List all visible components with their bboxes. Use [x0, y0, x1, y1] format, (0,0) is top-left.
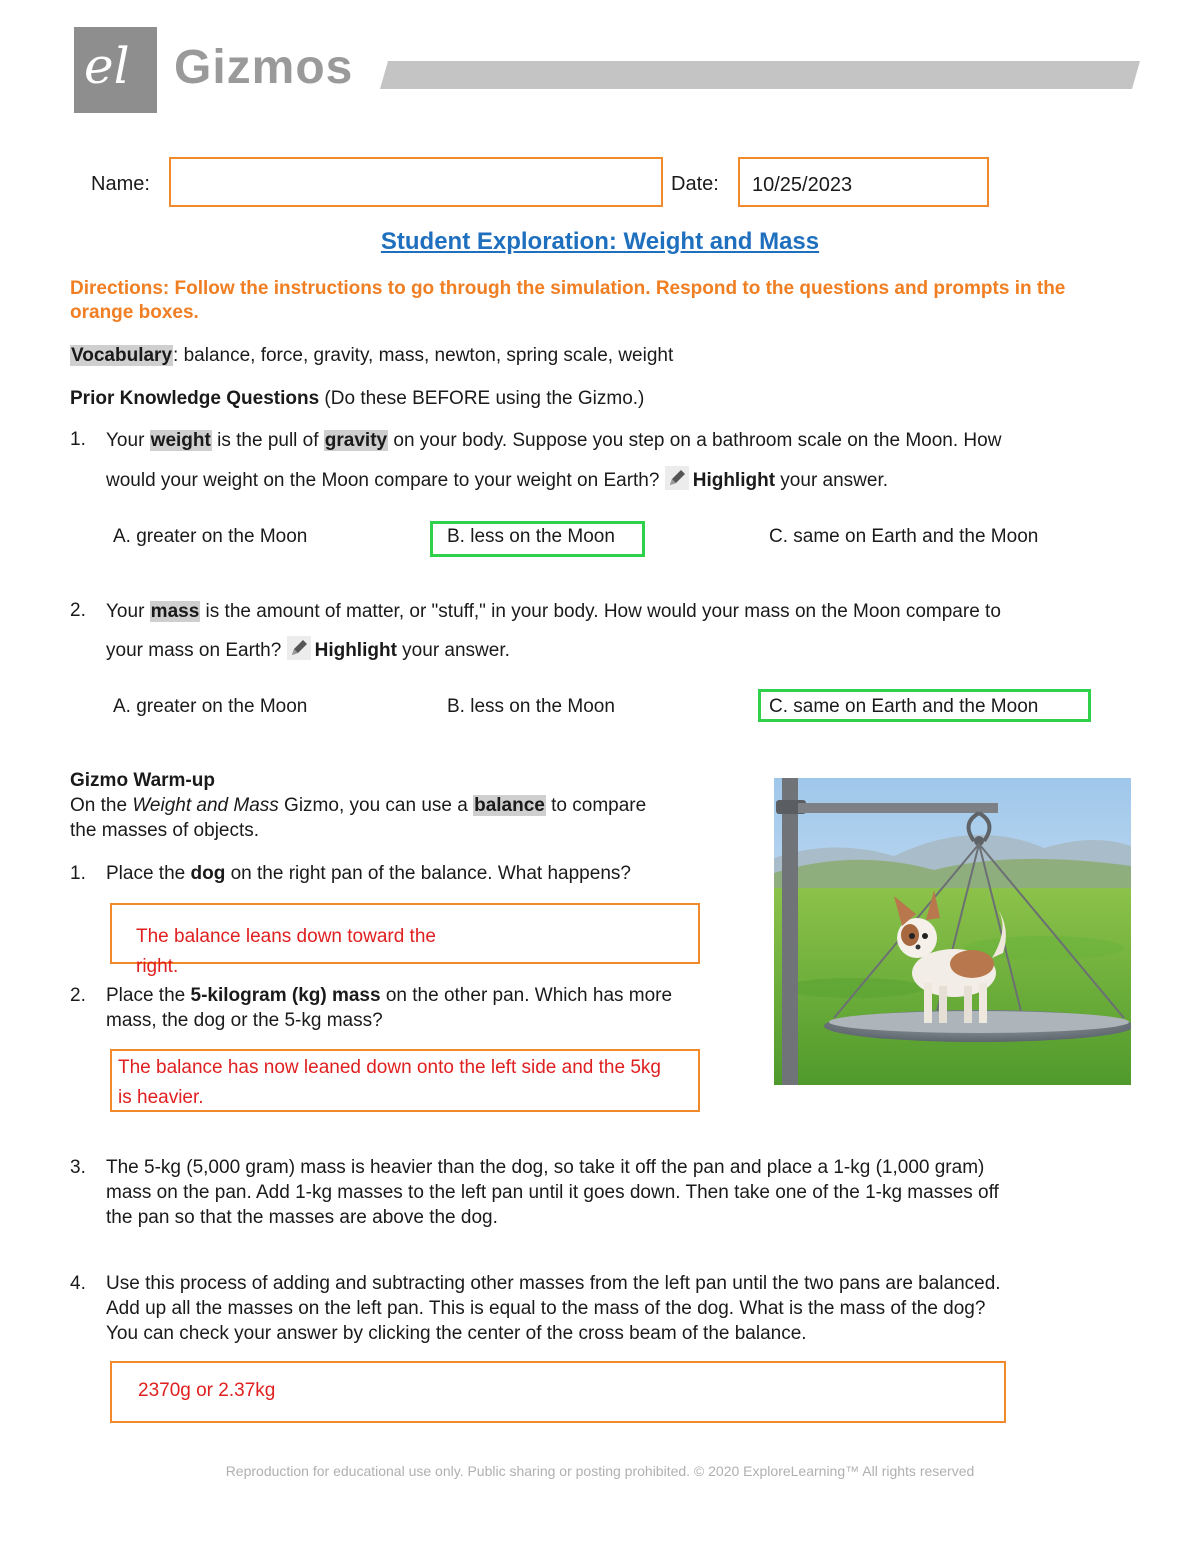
pk-q1-option-a[interactable]: A. greater on the Moon: [113, 526, 308, 547]
w-q3-number: 3.: [70, 1157, 86, 1178]
w-q1-text-part: Place the: [106, 863, 191, 884]
pk-q2-number: 2.: [70, 600, 86, 621]
pk-q2-option-b[interactable]: B. less on the Moon: [447, 696, 615, 717]
warmup-intro-gizmo-name: Weight and Mass: [132, 795, 279, 816]
date-field[interactable]: [738, 157, 989, 207]
pk-q2-highlight-word: Highlight: [314, 640, 397, 661]
pk-q1-text: your answer.: [775, 470, 889, 491]
warmup-heading: Gizmo Warm-up: [70, 770, 215, 791]
w-q3-line2: mass on the pan. Add 1-kg masses to the left pan until it goes down. Then take one of the 1-kg masses off: [106, 1182, 999, 1203]
w-q1-text-part: on the right pan of the balance. What happens?: [225, 863, 631, 884]
balance-dog-illustration: [774, 778, 1131, 1085]
gizmos-logo-text: Gizmos: [174, 41, 354, 94]
pk-q1-keyword-gravity: gravity: [324, 430, 388, 451]
pk-q2-keyword-mass: mass: [150, 601, 200, 622]
name-field[interactable]: [169, 157, 663, 207]
w-q2-line2: mass, the dog or the 5-kg mass?: [106, 1010, 383, 1031]
pk-q1-text: on your body. Suppose you step on a bathroom scale on the Moon. How: [388, 430, 1002, 451]
pk-q2-option-a[interactable]: A. greater on the Moon: [113, 696, 308, 717]
vocabulary-line: [70, 343, 673, 369]
w-q2-line1: [106, 983, 672, 1009]
pk-q2-text: is the amount of matter, or "stuff," in your body. How would your mass on the Moon compare to: [200, 601, 1001, 622]
pk-q1-line2: [106, 466, 888, 494]
vocabulary-label: Vocabulary: [71, 345, 173, 366]
date-label: Date:: [671, 173, 719, 195]
page-title: Student Exploration: Weight and Mass: [380, 228, 820, 255]
date-value: 10/25/2023: [752, 174, 853, 196]
footer-copyright: Reproduction for educational use only. Public sharing or posting prohibited. © 2020 ExploreLearning™ All rights reserved: [225, 1463, 975, 1479]
pk-q2-text: Your: [106, 601, 150, 622]
pk-q1-line1: [106, 428, 1136, 454]
prior-knowledge-title: Prior Knowledge Questions: [70, 388, 320, 409]
w-q1-keyword: dog: [190, 863, 226, 884]
pk-q1-highlight-word: Highlight: [692, 470, 776, 491]
w-q4-line2: Add up all the masses on the left pan. This is equal to the mass of the dog. What is the mass of the dog?: [106, 1298, 986, 1319]
warmup-intro-text: Gizmo, you can use a: [278, 795, 474, 816]
pencil-icon: [287, 636, 311, 660]
w-q3-line3: the pan so that the masses are above the dog.: [106, 1207, 498, 1228]
prior-knowledge-heading: [70, 386, 644, 412]
pk-q1-option-c[interactable]: C. same on Earth and the Moon: [769, 526, 1039, 547]
pk-q1-option-b[interactable]: B. less on the Moon: [447, 526, 615, 547]
w-q1-text: [106, 861, 631, 887]
w-q3-line1: The 5-kg (5,000 gram) mass is heavier than the dog, so take it off the pan and place a 1-kg (1,000 gram): [106, 1157, 985, 1178]
w-q4-line3: You can check your answer by clicking the center of the cross beam of the balance.: [106, 1323, 807, 1344]
name-label: Name:: [91, 173, 150, 195]
pk-q2-text: your mass on Earth?: [106, 640, 287, 661]
logo-monogram: el: [84, 37, 130, 95]
prior-knowledge-note: (Do these BEFORE using the Gizmo.): [319, 388, 645, 409]
w-q2-text-part: on the other pan. Which has more: [380, 985, 673, 1006]
header-bar: [380, 61, 1140, 89]
warmup-intro-text: to compare: [545, 795, 647, 816]
warmup-intro-line2: the masses of objects.: [70, 820, 260, 841]
warmup-intro-line1: [70, 793, 646, 819]
w-q2-text-part: Place the: [106, 985, 191, 1006]
w-q4-answer: 2370g or 2.37kg: [138, 1380, 276, 1401]
pk-q2-option-c[interactable]: C. same on Earth and the Moon: [769, 696, 1039, 717]
vocabulary-terms: : balance, force, gravity, mass, newton, spring scale, weight: [173, 345, 674, 366]
w-q2-keyword: 5-kilogram (kg) mass: [190, 985, 381, 1006]
w-q2-answer: The balance has now leaned down onto the left side and the 5kg is heavier.: [118, 1057, 661, 1108]
directions: Directions: Follow the instructions to go through the simulation. Respond to the questions and prompts in the orange boxes.: [70, 278, 1066, 323]
pk-q1-text: would your weight on the Moon compare to your weight on Earth?: [106, 470, 665, 491]
pk-q2-line2: [106, 636, 510, 664]
warmup-keyword-balance: balance: [474, 795, 545, 816]
pk-q1-keyword-weight: weight: [150, 430, 211, 451]
warmup-intro-text: On the: [70, 795, 133, 816]
pk-q2-line1: [106, 599, 1146, 625]
pk-q2-text: your answer.: [396, 640, 510, 661]
pk-q1-text: is the pull of: [211, 430, 324, 451]
pk-q1-number: 1.: [70, 429, 86, 450]
w-q4-number: 4.: [70, 1273, 86, 1294]
w-q1-answer: The balance leans down toward the right.: [136, 926, 436, 977]
w-q2-number: 2.: [70, 985, 86, 1006]
gizmos-logo-mark: [74, 27, 157, 113]
pk-q1-text: Your: [106, 430, 150, 451]
pencil-icon: [665, 466, 689, 490]
w-q4-line1: Use this process of adding and subtracting other masses from the left pan until the two pans are balanced.: [106, 1273, 1001, 1294]
w-q1-number: 1.: [70, 863, 86, 884]
